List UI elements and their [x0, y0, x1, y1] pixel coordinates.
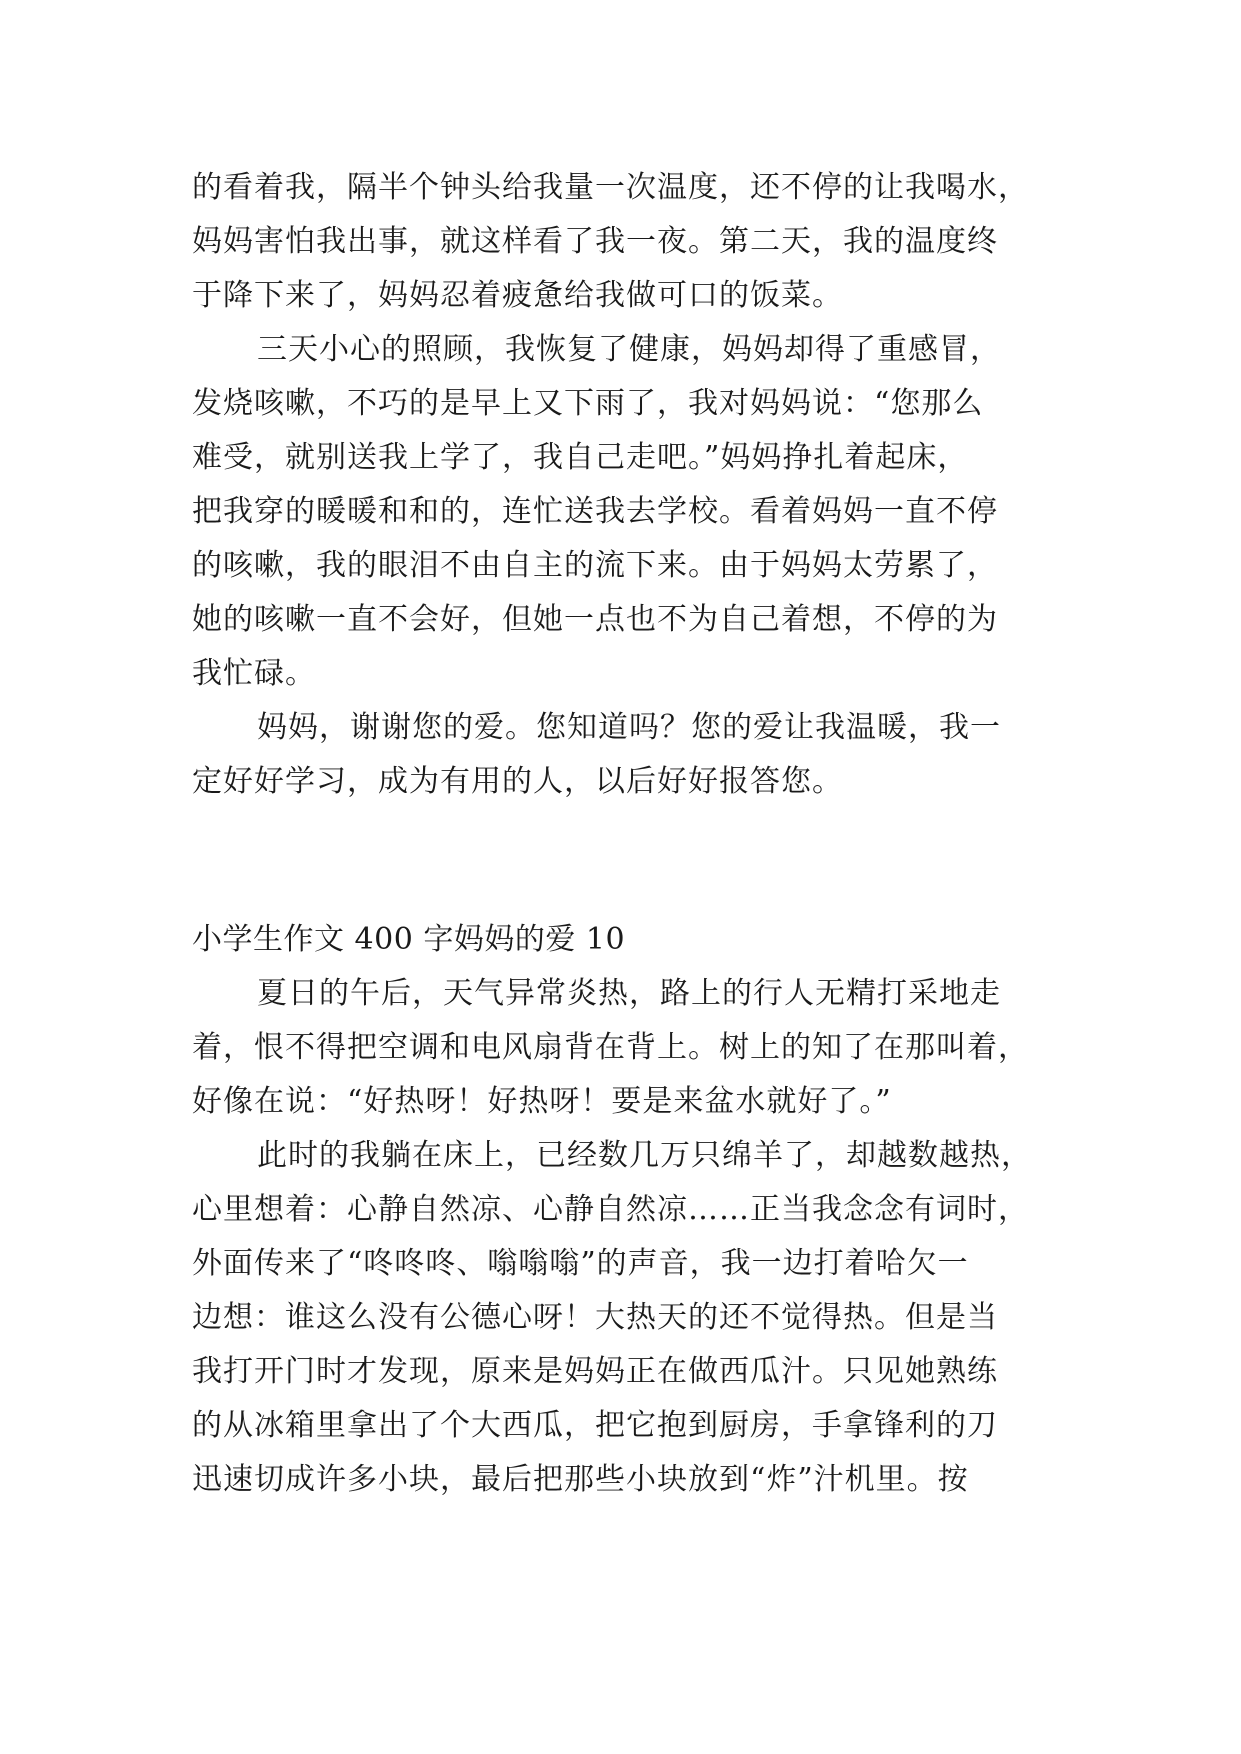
text-line: 妈妈害怕我出事，就这样看了我一夜。第二天，我的温度终 [192, 224, 998, 259]
text-line: 我打开门时才发现，原来是妈妈正在做西瓜汁。只见她熟练 [192, 1354, 998, 1389]
text-line: 迅速切成许多小块，最后把那些小块放到“炸”汁机里。按 [192, 1462, 969, 1497]
text-line: 的咳嗽，我的眼泪不由自主的流下来。由于妈妈太劳累了， [192, 548, 998, 583]
text-line: 的看着我，隔半个钟头给我量一次温度，还不停的让我喝水， [192, 170, 1029, 205]
text-line: 于降下来了，妈妈忍着疲惫给我做可口的饭菜。 [192, 278, 843, 313]
text-line: 她的咳嗽一直不会好，但她一点也不为自己着想，不停的为 [192, 602, 998, 637]
text-line: 难受，就别送我上学了，我自己走吧。”妈妈挣扎着起床， [192, 440, 969, 475]
text-line: 三天小心的照顾，我恢复了健康，妈妈却得了重感冒， [257, 332, 1001, 367]
text-line: 好像在说：“好热呀！好热呀！要是来盆水就好了。” [192, 1084, 892, 1119]
text-line: 发烧咳嗽，不巧的是早上又下雨了，我对妈妈说：“您那么 [192, 386, 984, 421]
text-line: 外面传来了“咚咚咚、嗡嗡嗡”的声音，我一边打着哈欠一 [192, 1246, 969, 1281]
text-line: 把我穿的暖暖和和的，连忙送我去学校。看着妈妈一直不停 [192, 494, 998, 529]
text-line: 此时的我躺在床上，已经数几万只绵羊了，却越数越热， [257, 1138, 1032, 1173]
text-line: 边想：谁这么没有公德心呀！大热天的还不觉得热。但是当 [192, 1300, 998, 1335]
text-line: 着，恨不得把空调和电风扇背在背上。树上的知了在那叫着， [192, 1030, 1029, 1065]
text-line: 心里想着：心静自然凉、心静自然凉……正当我念念有词时， [192, 1192, 1029, 1227]
text-line: 定好好学习，成为有用的人，以后好好报答您。 [192, 764, 843, 799]
text-line: 的从冰箱里拿出了个大西瓜，把它抱到厨房，手拿锋利的刀 [192, 1408, 998, 1443]
section-title: 小学生作文 400 字妈妈的爱 10 [192, 922, 626, 957]
text-line: 我忙碌。 [192, 656, 316, 691]
text-line: 妈妈，谢谢您的爱。您知道吗？您的爱让我温暖，我一 [257, 710, 1001, 745]
text-line: 夏日的午后，天气异常炎热，路上的行人无精打采地走 [257, 976, 1001, 1011]
